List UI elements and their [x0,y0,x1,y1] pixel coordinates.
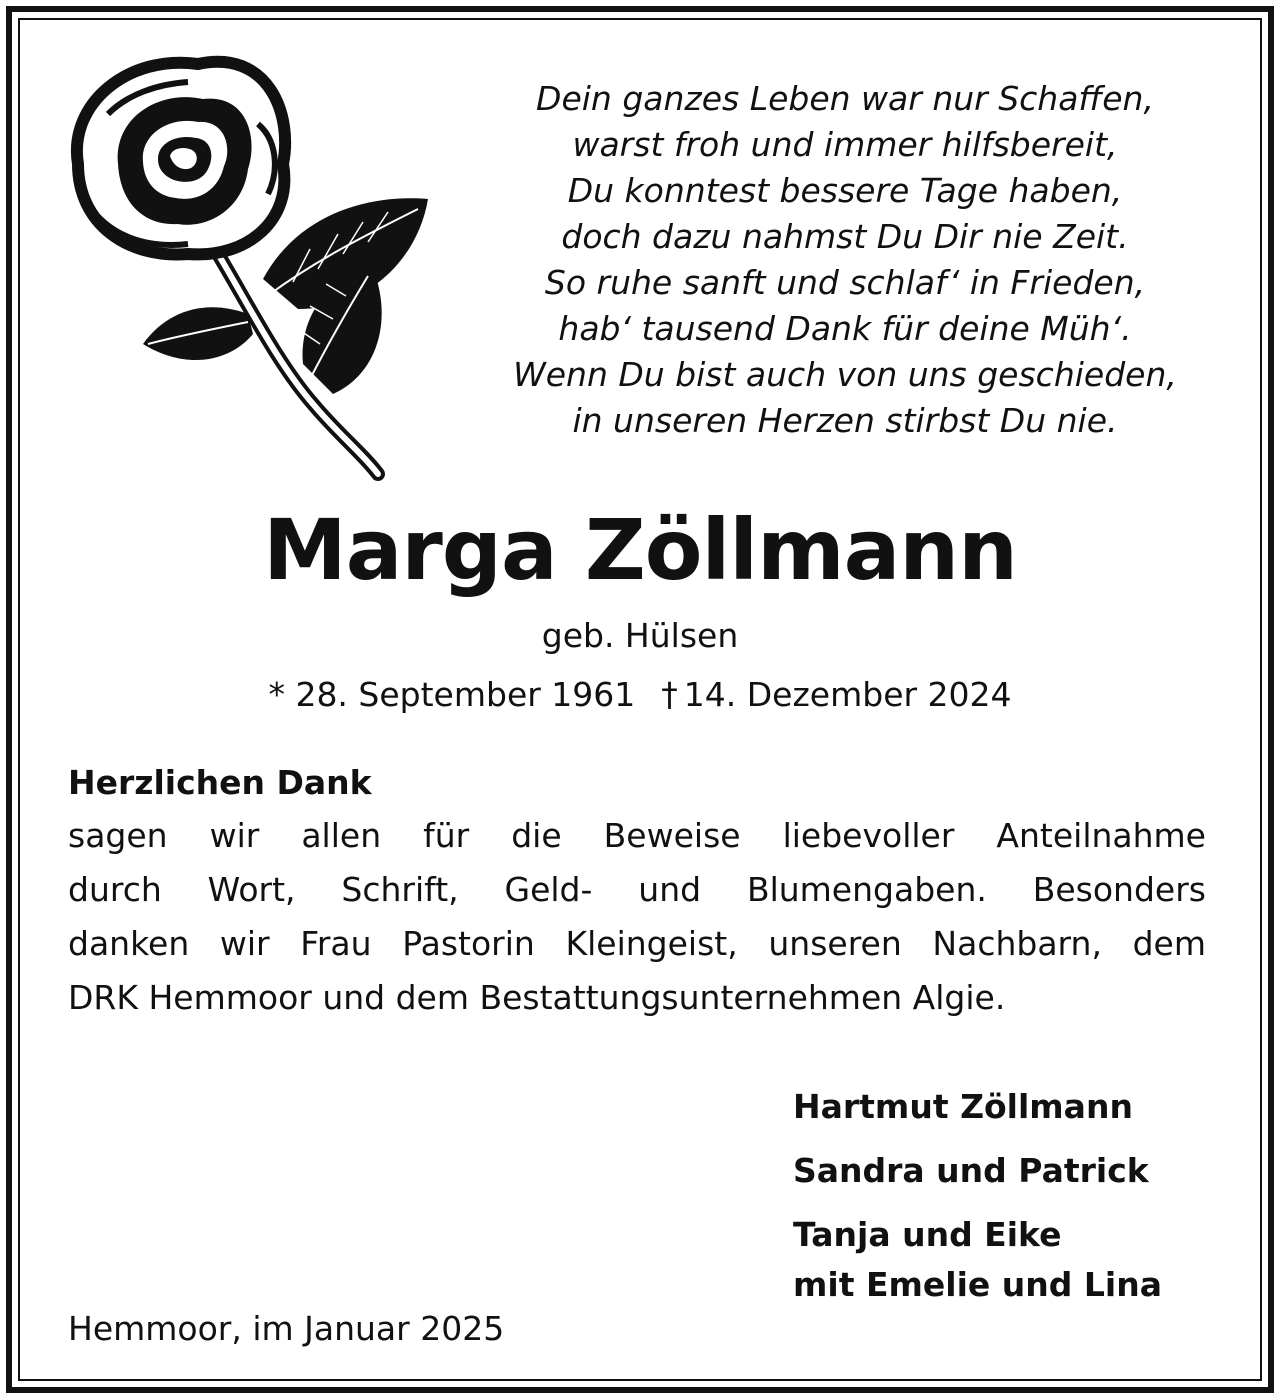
death-date: 14. Dezember 2024 [683,675,1012,714]
poem-line: So ruhe sanft und schlaf‘ in Frieden, [544,263,1146,302]
memorial-poem [470,76,1220,444]
thanks-line: DRK Hemmoor und dem Bestattungsunternehmen Algie. [68,978,1006,1017]
deceased-name: Marga Zöllmann [263,501,1017,599]
thanks-text [68,809,1206,1025]
signers-list [793,1082,1162,1310]
rose-icon [48,44,448,484]
signer: Tanja und Eike [793,1215,1062,1254]
thanks-heading: Herzlichen Dank [68,763,372,802]
thanks-line: danken wir Frau Pastorin Kleingeist, unseren Nachbarn, dem [68,924,1206,963]
signer: mit Emelie und Lina [793,1265,1162,1304]
signer: Sandra und Patrick [793,1151,1149,1190]
place-date: Hemmoor, im Januar 2025 [68,1309,505,1348]
poem-line: Du konntest bessere Tage haben, [567,171,1123,210]
cross-icon: † [661,675,678,714]
life-dates [230,668,1050,722]
signer: Hartmut Zöllmann [793,1087,1133,1126]
thanks-line: durch Wort, Schrift, Geld- und Blumengaben. Besonders [68,870,1206,909]
poem-line: warst froh und immer hilfsbereit, [572,125,1118,164]
birth-date: * 28. September 1961 [268,675,636,714]
thanks-line: sagen wir allen für die Beweise liebevoller Anteilnahme [68,816,1206,855]
poem-line: hab‘ tausend Dank für deine Müh‘. [558,309,1132,348]
poem-line: in unseren Herzen stirbst Du nie. [572,401,1118,440]
maiden-name: geb. Hülsen [541,616,739,655]
poem-line: Dein ganzes Leben war nur Schaffen, [536,79,1154,118]
poem-line: doch dazu nahmst Du Dir nie Zeit. [561,217,1129,256]
poem-line: Wenn Du bist auch von uns geschieden, [513,355,1177,394]
